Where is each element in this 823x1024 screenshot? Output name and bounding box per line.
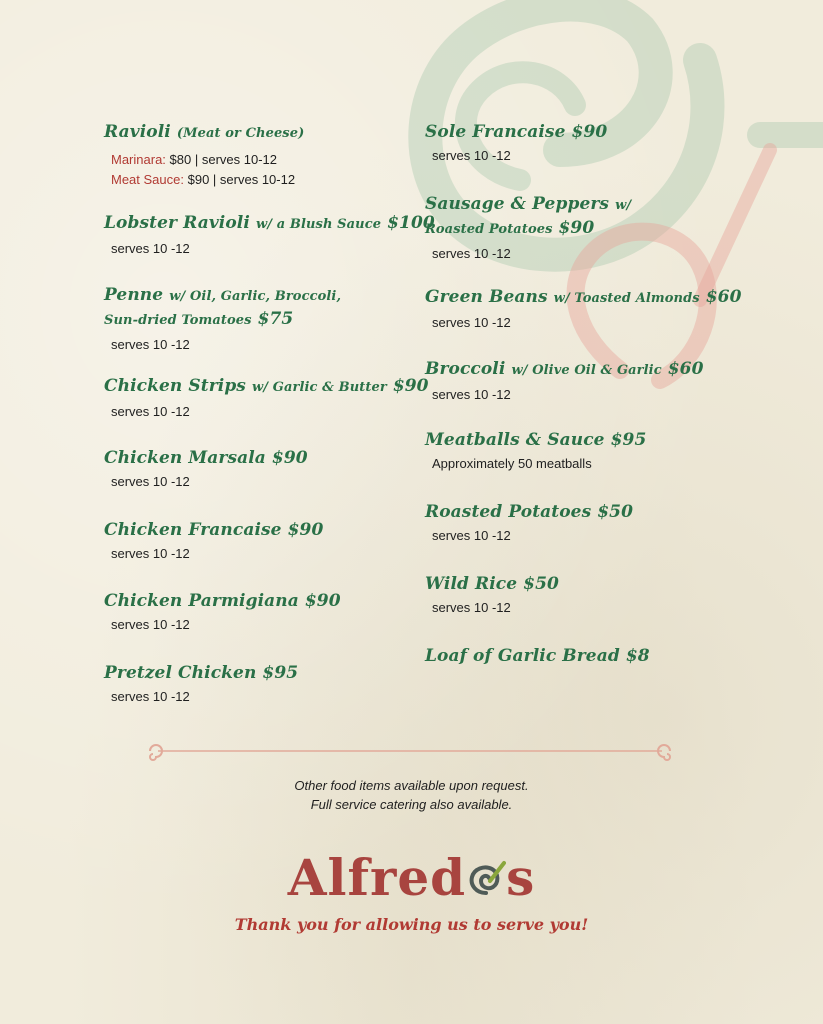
menu-item — [104, 519, 323, 564]
item-description: w/ Oil, Garlic, Broccoli, — [169, 289, 342, 304]
menu-item — [104, 121, 304, 190]
item-name: Broccoli — [425, 359, 506, 379]
item-name: Sausage & Peppers — [425, 194, 610, 214]
menu-item-title-line2 — [104, 308, 341, 332]
item-name: Loaf of Garlic Bread — [425, 646, 620, 666]
item-price: $60 — [667, 359, 704, 379]
item-name: Ravioli — [104, 122, 171, 142]
sauce-option — [111, 150, 304, 170]
menu-item-title — [425, 286, 742, 310]
item-serving-info: serves 10 -12 — [111, 337, 190, 352]
item-serving-info: Approximately 50 meatballs — [432, 456, 592, 471]
logo-text-left: Alfred — [287, 848, 467, 907]
item-serving-info: serves 10 -12 — [111, 617, 190, 632]
menu-item-title — [104, 375, 429, 399]
menu-item — [104, 662, 298, 707]
menu-item — [425, 501, 633, 546]
footer-note-requests: Other food items available upon request. — [294, 778, 529, 793]
menu-item — [104, 284, 341, 355]
menu-item-title — [425, 573, 559, 595]
menu-item-title — [104, 662, 298, 684]
sauce-label: Marinara: — [111, 152, 166, 167]
item-name: Chicken Strips — [104, 376, 246, 396]
item-name: Chicken Marsala — [104, 448, 266, 468]
item-name: Chicken Parmigiana — [104, 591, 299, 611]
menu-item — [104, 212, 435, 259]
item-serving-info: serves 10 -12 — [432, 315, 511, 330]
item-name: Chicken Francaise — [104, 520, 282, 540]
sauce-price-serves: $90 | serves 10-12 — [187, 172, 296, 187]
item-price: $90 — [558, 218, 595, 238]
menu-item-title — [104, 519, 323, 541]
item-serving-info: serves 10 -12 — [111, 546, 190, 561]
item-name: Pretzel Chicken — [104, 663, 257, 683]
item-serving-info: serves 10 -12 — [111, 474, 190, 489]
item-name: Green Beans — [425, 287, 548, 307]
item-name: Sole Francaise — [425, 122, 566, 142]
item-price: $8 — [625, 646, 650, 666]
item-description: w/ Toasted Almonds — [553, 291, 700, 306]
sauce-option — [111, 170, 304, 190]
item-price: $60 — [705, 287, 742, 307]
menu-item — [425, 573, 559, 618]
sauce-price-serves: $80 | serves 10-12 — [169, 152, 277, 167]
logo-text-right: s — [506, 848, 536, 907]
menu-item — [425, 645, 650, 667]
swirl-o-logo-icon — [466, 857, 506, 901]
menu-item — [104, 447, 308, 492]
menu-item-title — [425, 429, 646, 451]
menu-item-title-line2 — [425, 217, 631, 241]
menu-item-title — [104, 212, 435, 236]
item-price: $95 — [610, 430, 647, 450]
item-description: w/ Olive Oil & Garlic — [511, 363, 662, 378]
item-description: (Meat or Cheese) — [176, 126, 305, 141]
item-serving-info: serves 10 -12 — [111, 241, 190, 256]
menu-item-title — [425, 121, 607, 143]
item-price: $90 — [571, 122, 608, 142]
item-description-continued: Sun-dried Tomatoes — [104, 313, 252, 328]
menu-item-title — [104, 121, 304, 145]
item-price: $50 — [597, 502, 634, 522]
menu-item-title — [104, 447, 308, 469]
tagline: Thank you for allowing us to serve you! — [234, 915, 589, 934]
item-serving-info: serves 10 -12 — [432, 600, 511, 615]
item-price: $95 — [262, 663, 299, 683]
item-name: Meatballs & Sauce — [425, 430, 605, 450]
item-serving-info: serves 10 -12 — [432, 148, 511, 163]
item-price: $50 — [523, 574, 559, 594]
item-name: Roasted Potatoes — [425, 502, 592, 522]
sauce-options — [104, 150, 304, 190]
menu-item — [104, 375, 429, 422]
item-price: $90 — [304, 591, 341, 611]
sauce-label: Meat Sauce: — [111, 172, 184, 187]
item-description: w/ — [615, 198, 632, 213]
item-price: $90 — [287, 520, 324, 540]
item-price: $90 — [271, 448, 308, 468]
menu-item-title — [425, 193, 631, 217]
item-description-continued: Roasted Potatoes — [425, 222, 553, 237]
menu-item — [425, 358, 704, 405]
item-price: $75 — [257, 309, 294, 329]
footer-note-catering: Full service catering also available. — [310, 797, 513, 812]
menu-item-title — [425, 645, 650, 667]
item-description: w/ a Blush Sauce — [255, 217, 382, 232]
menu-item — [425, 286, 742, 333]
ornamental-divider — [140, 739, 680, 763]
menu-item — [425, 121, 607, 166]
item-price: $90 — [392, 376, 429, 396]
item-name: Lobster Ravioli — [104, 213, 250, 233]
menu-item — [104, 590, 341, 635]
item-serving-info: serves 10 -12 — [111, 404, 190, 419]
menu-item — [425, 193, 631, 264]
item-name: Penne — [104, 285, 164, 305]
menu-item-title — [425, 501, 633, 523]
item-name: Wild Rice — [425, 574, 518, 594]
item-serving-info: serves 10 -12 — [432, 387, 511, 402]
menu-item-title — [425, 358, 704, 382]
alfredos-logo — [0, 848, 823, 908]
item-serving-info: serves 10 -12 — [432, 528, 511, 543]
item-serving-info: serves 10 -12 — [432, 246, 511, 261]
item-serving-info: serves 10 -12 — [111, 689, 190, 704]
item-price: $100 — [387, 213, 435, 233]
menu-item-title — [104, 590, 341, 612]
menu-item — [425, 429, 646, 474]
item-description: w/ Garlic & Butter — [252, 380, 387, 395]
menu-item-title — [104, 284, 341, 308]
